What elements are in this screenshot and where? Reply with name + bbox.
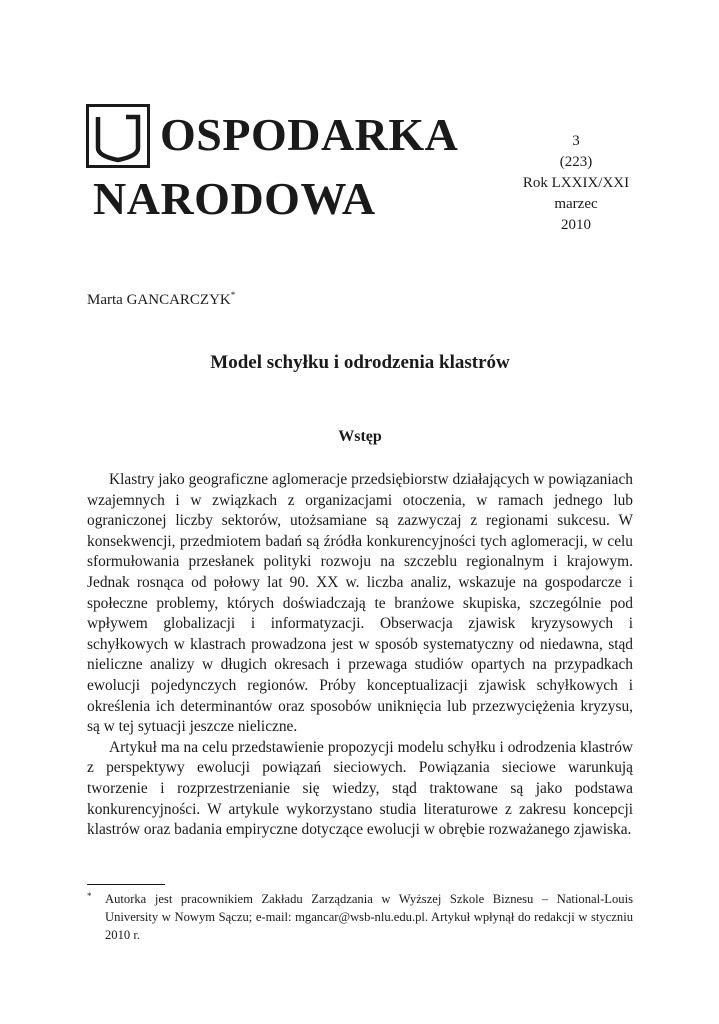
footnote (87, 890, 633, 944)
issue-number: 3 (572, 133, 580, 149)
issue-year: 2010 (561, 217, 591, 233)
author-footnote-mark: * (230, 290, 236, 300)
author-name: Marta GANCARCZYK (87, 292, 231, 308)
footnote-text: Autorka jest pracownikiem Zakładu Zarządzania w Wyższej Szkole Biznesu – National-Louis University w Nowym Sączu; e-mail: mgancar@wsb-nlu.edu.pl. Artykuł wpłynął do redakcji w styczniu 2010 r. (105, 892, 633, 942)
journal-logo (86, 104, 150, 168)
journal-title-line1: OSPODARKA (160, 109, 459, 160)
author-line (87, 290, 235, 309)
article-body (87, 470, 633, 841)
shield-g-logo-icon (86, 104, 150, 168)
journal-title-line2: NARODOWA (93, 173, 376, 224)
body-paragraph-2: Artykuł ma na celu przedstawienie propozycji modelu schyłku i odrodzenia klastrów z perspektywy ewolucji powiązań sieciowych. Powiązania sieciowe warunkują tworzenie i rozprzestrzenianie się wiedzy, stąd traktowane są jako podstawa konkurencyjności. W artykule wykorzystano studia literaturowe z zakresu koncepcji klastrów oraz badania empiryczne dotyczące ewolucji w obrębie rozważanego zjawiska. (87, 738, 633, 839)
footnote-divider (87, 884, 165, 885)
section-heading: Wstęp (338, 428, 382, 445)
issue-volume: Rok LXXIX/XXI (522, 175, 630, 191)
article-title: Model schyłku i odrodzenia klastrów (210, 352, 510, 373)
issue-info (510, 131, 642, 236)
issue-month: marzec (554, 196, 598, 212)
issue-cumulative: (223) (559, 154, 593, 170)
body-paragraph-1: Klastry jako geograficzne aglomeracje przedsiębiorstw działających w powiązaniach wzajemnych i w związkach z organizacjami otoczenia, w ramach jednego lub ograniczonej liczby sektorów, utożsamiane są zazwyczaj z regionami sukcesu. W konsekwencji, przedmiotem badań są źródła konkurencyjności tych aglomeracji, w celu sformułowania przesłanek polityki rozwoju na szczeblu regionalnym i krajowym. Jednak rosnąca od połowy lat 90. XX w. liczba analiz, wskazuje na gospodarcze i społeczne problemy, których doświadczają te branżowe skupiska, szczególnie pod wpływem globalizacji i informatyzacji. Obserwacja zjawisk kryzysowych i schyłkowych w klastrach prowadzona jest w sposób systematyczny od niedawna, stąd nieliczne analizy w długich okresach i przewaga studiów opartych na przypadkach ewolucji pojedynczych regionów. Próby konceptualizacji zjawisk schyłkowych i określenia ich determinantów oraz sposobów uniknięcia lub przezwyciężenia kryzysu, są w tej sytuacji jeszcze nieliczne. (87, 471, 633, 736)
footnote-mark: * (87, 891, 92, 901)
